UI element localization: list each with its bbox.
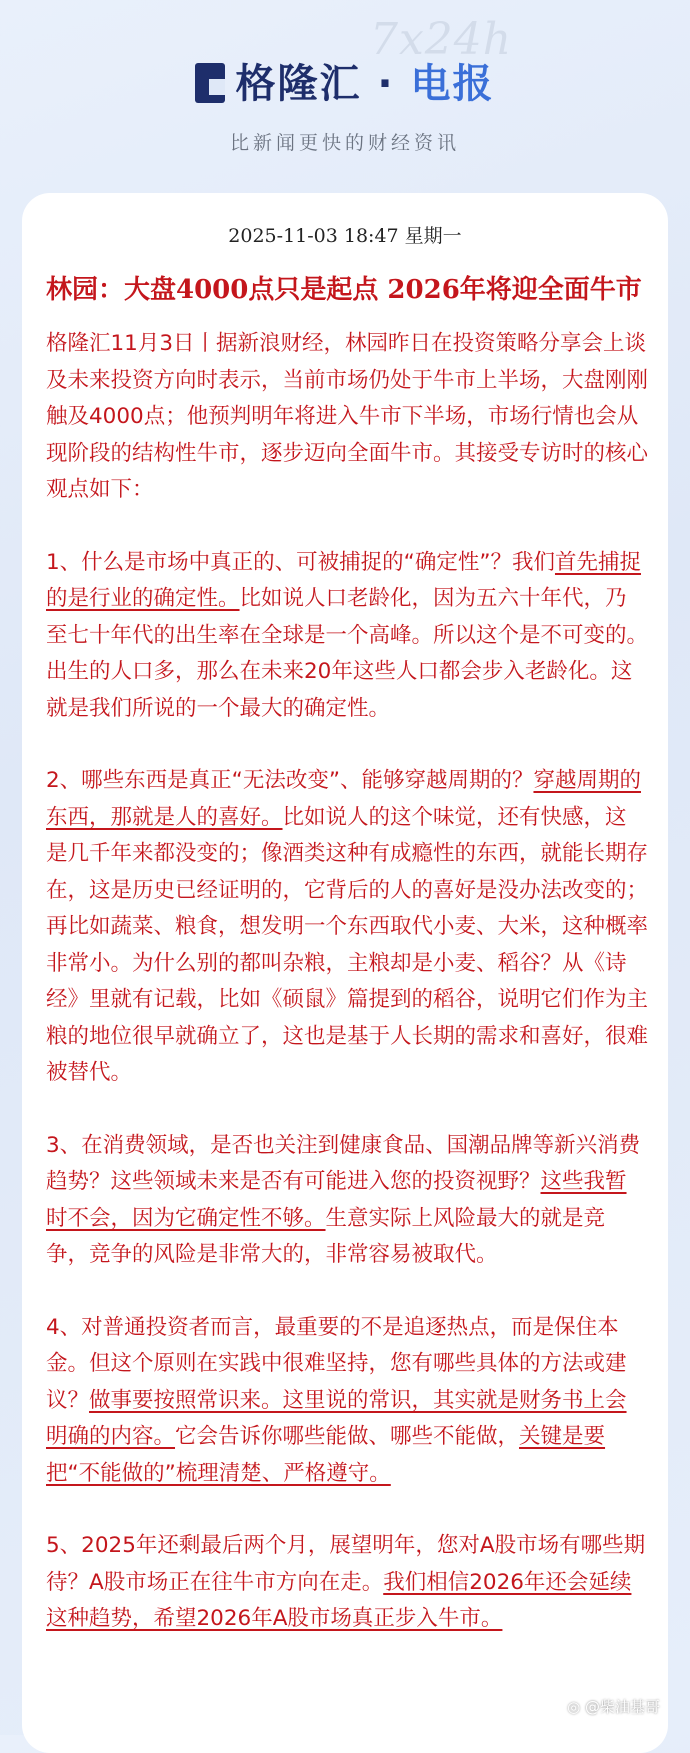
brand-name: 格隆汇 <box>235 61 362 107</box>
paragraph-text: 生意实际上风险最大的就是竞争，竞争的风险是非常大的，非常容易被取代。 <box>46 1205 606 1267</box>
paragraph-text: 1、什么是市场中真正的、可被捕捉的“确定性”？我们 <box>46 549 555 575</box>
paragraph-text: 4、对普通投资者而言，最重要的不是追逐热点，而是保住本金。但这个原则在实践中很难坚持，您有哪些具体的方法或建议？ <box>46 1314 627 1413</box>
article-paragraph <box>46 763 648 1092</box>
highlighted-text: 做事要按照常识来。这里说的常识，其实就是财务书上会明确的内容。 <box>46 1387 627 1449</box>
article-title: 林园：大盘4000点只是起点 2026年将迎全面牛市 <box>46 275 642 305</box>
paragraph-text: 2、哪些东西是真正“无法改变”、能够穿越周期的？ <box>46 768 534 793</box>
paragraph-text: 比如说人口老龄化，因为五六十年代，乃至七十年代的出生率在全球是一个高峰。所以这个是不可变的。出生的人口多，那么在未来20年这些人口都会步入老龄化。这就是我们所说的一个最大的确定性。 <box>46 586 649 721</box>
watermark-text: @柴油基哥 <box>584 1698 660 1716</box>
paragraph-text: 它会告诉你哪些能做、哪些不能做， <box>175 1424 520 1449</box>
highlighted-text: 这些我暂时不会，因为它确定性不够。 <box>46 1169 627 1231</box>
brand-logo <box>0 52 690 109</box>
brand-dot: · <box>361 61 411 107</box>
paragraph-text: 格隆汇11月3日丨据新浪财经，林园昨日在投资策略分享会上谈及未来投资方向时表示，当前市场仍处于牛市上半场，大盘刚刚触及4000点；他预判明年将进入牛市下半场，市场行情也会从现阶段的结构性牛市，逐步迈向全面牛市。其接受专访时的核心观点如下： <box>46 331 649 502</box>
highlighted-text: 穿越周期的东西，那就是人的喜好。 <box>46 768 641 830</box>
article-body <box>46 326 648 1638</box>
slogan: 比新闻更快的财经资讯 <box>229 132 460 154</box>
article-paragraph <box>46 545 648 728</box>
article-paragraph <box>46 1128 648 1274</box>
weibo-icon: ◎ <box>567 1698 581 1716</box>
paragraph-text: 5、2025年还剩最后两个月，展望明年，您对A股市场有哪些期待？A股市场正在往牛市方向在走。 <box>46 1533 646 1595</box>
article-paragraph <box>46 326 648 509</box>
article-card <box>22 193 668 1753</box>
article-paragraph <box>46 1310 648 1493</box>
paragraph-text: 3、在消费领域，是否也关注到健康食品、国潮品牌等新兴消费趋势？这些领域未来是否有可能进入您的投资视野？ <box>46 1132 641 1194</box>
highlighted-text: 我们相信2026年还会延续这种趋势，希望2026年A股市场真正步入牛市。 <box>46 1569 632 1631</box>
highlighted-text: 首先捕捉的是行业的确定性。 <box>46 549 641 611</box>
paragraph-text: 比如说人的这个味觉，还有快感，这是几千年来都没变的；像酒类这种有成瘾性的东西，就能长期存在，这是历史已经证明的，它背后的人的喜好是没办法改变的；再比如蔬菜、粮食，想发明一个东西取代小麦、大米，这种概率非常小。为什么别的都叫杂粮，主粮却是小麦、稻谷？从《诗经》里就有记载，比如《硕鼠》篇提到的稻谷，说明它们作为主粮的地位很早就确立了，这也是基于人长期的需求和喜好，很难被替代。 <box>46 804 649 1085</box>
brand-product: 电报 <box>410 61 495 107</box>
gelonghui-logo-icon <box>195 63 225 103</box>
highlighted-text: 关键是要把“不能做的”梳理清楚、严格遵守。 <box>46 1424 606 1486</box>
weibo-watermark <box>567 1696 660 1717</box>
watermark-7x24h: 7x24h <box>370 14 513 65</box>
article-paragraph <box>46 1528 648 1638</box>
article-datetime: 2025-11-03 18:47 星期一 <box>228 225 462 247</box>
